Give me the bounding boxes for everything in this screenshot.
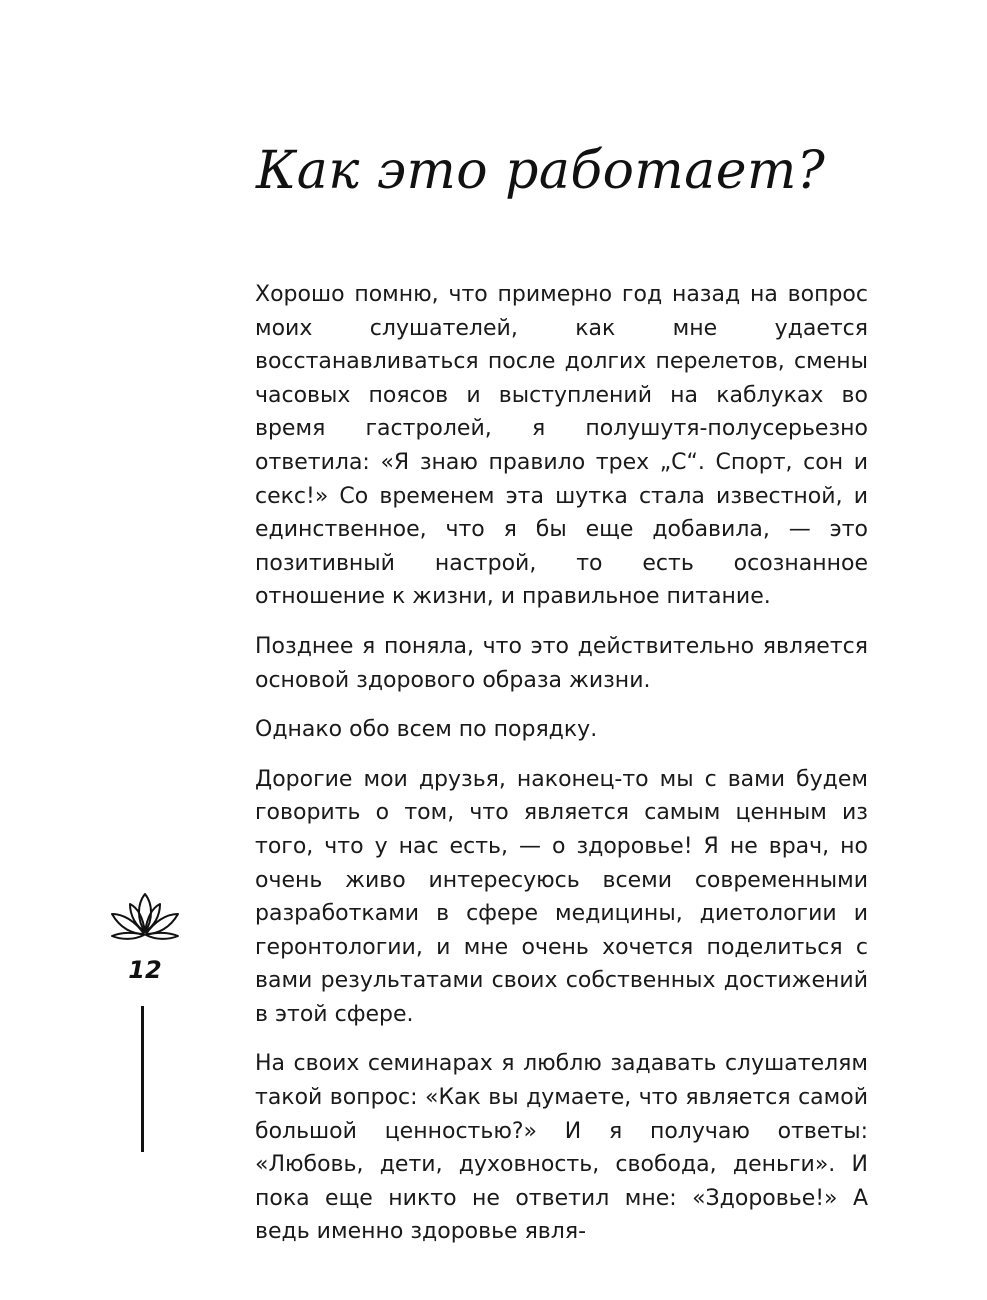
paragraph-3: Однако обо всем по порядку. xyxy=(255,717,598,743)
lotus-icon xyxy=(106,890,184,946)
paragraph-4: Дорогие мои друзья, наконец-то мы с вами будем говорить о том, что является самым ценным из того, что у нас есть, — о здоровье! Я не врач, но очень живо интересуюсь всеми современными разработками в сфере медицины, диетологии и геронтологии, и мне очень хочется поделиться с вами результатами своих собственных достижений в этой сфере. xyxy=(255,766,868,1027)
paragraph-5: На своих семинарах я люблю задавать слушателям такой вопрос: «Как вы думаете, что является самой большой ценностью?» И я получаю ответы: «Любовь, дети, духовность, свобода, деньги». И пока еще никто не ответил мне: «Здоровье!» А ведь именно здоровье явля- xyxy=(255,1051,868,1245)
body-text xyxy=(255,278,868,1265)
page-number: 12 xyxy=(128,956,162,984)
chapter-title: Как это работает? xyxy=(256,141,826,201)
vertical-rule xyxy=(141,1006,144,1152)
paragraph-2: Позднее я поняла, что это действительно является основой здорового образа жизни. xyxy=(255,633,868,693)
paragraph-1: Хорошо помню, что примерно год назад на вопрос моих слушателей, как мне удается восстанавливаться после долгих перелетов, смены часовых поясов и выступлений на каблуках во время гастролей, я полушутя-полусерьезно ответила: «Я знаю правило трех „С“. Спорт, сон и секс!» Со временем эта шутка стала известной, и единственное, что я бы еще добавила, — это позитивный настрой, то есть осознанное отношение к жизни, и правильное питание. xyxy=(255,282,868,610)
